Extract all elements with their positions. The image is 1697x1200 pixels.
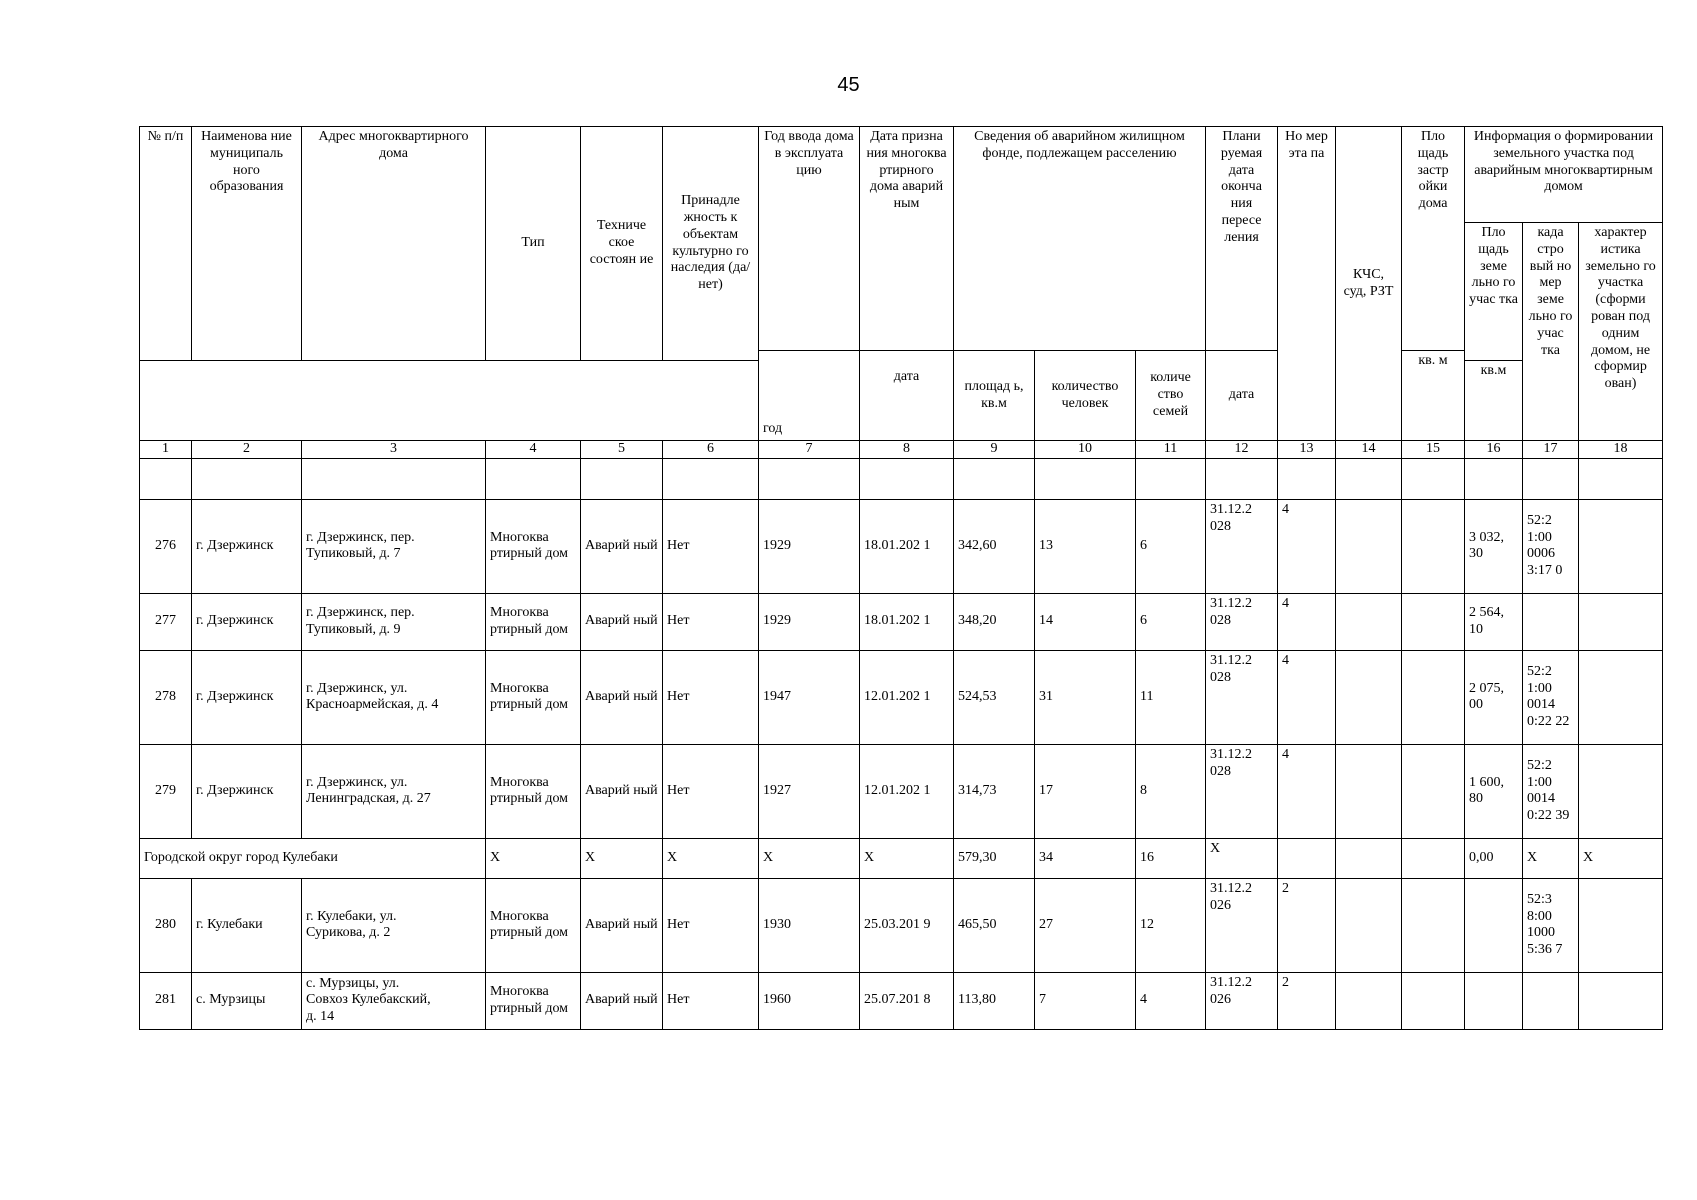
row-number: 281 xyxy=(140,972,192,1029)
column-number: 18 xyxy=(1579,441,1663,459)
header-planned-date: Плани руемая дата оконча ния пересе ления xyxy=(1206,127,1278,351)
building-type: Многоква ртирный дом xyxy=(486,878,581,972)
column-number: 7 xyxy=(759,441,860,459)
municipality: г. Дзержинск xyxy=(192,499,302,593)
built-area xyxy=(1402,972,1465,1029)
header-municipality: Наименова ние муниципаль ного образования xyxy=(192,127,302,361)
header-blank xyxy=(140,361,759,441)
plot-area: 2 564, 10 xyxy=(1465,593,1523,650)
technical-condition: Аварий ный xyxy=(581,499,663,593)
built-area xyxy=(1402,878,1465,972)
built-area xyxy=(1402,593,1465,650)
commission-year: 1930 xyxy=(759,878,860,972)
table-row xyxy=(140,499,1663,593)
stage-number: 2 xyxy=(1278,878,1336,972)
column-number: 13 xyxy=(1278,441,1336,459)
header-heritage: Принадле жность к объектам культурно го наследия (да/нет) xyxy=(663,127,759,361)
building-type: Многоква ртирный дом xyxy=(486,499,581,593)
cadastral-number xyxy=(1523,593,1579,650)
area: 348,20 xyxy=(954,593,1035,650)
header-kchs: КЧС, суд, РЗТ xyxy=(1336,127,1402,441)
subtotal-stage xyxy=(1278,838,1336,878)
header-year-unit: год xyxy=(759,351,860,441)
header-emergency-fund: Сведения об аварийном жилищном фонде, подлежащем расселению xyxy=(954,127,1206,351)
stage-number: 4 xyxy=(1278,499,1336,593)
header-built-area-unit: кв. м xyxy=(1402,351,1465,441)
cadastral-number: 52:2 1:00 0014 0:22 22 xyxy=(1523,650,1579,744)
area: 342,60 xyxy=(954,499,1035,593)
built-area xyxy=(1402,650,1465,744)
plot-characteristic xyxy=(1579,972,1663,1029)
cadastral-number: 52:2 1:00 0006 3:17 0 xyxy=(1523,499,1579,593)
area: 465,50 xyxy=(954,878,1035,972)
header-date-unit: дата xyxy=(860,351,954,441)
subtotal-kchs xyxy=(1336,838,1402,878)
stage-number: 4 xyxy=(1278,593,1336,650)
planned-date: 31.12.2 026 xyxy=(1206,972,1278,1029)
table-header xyxy=(140,127,1663,459)
kchs xyxy=(1336,650,1402,744)
recognition-date: 12.01.202 1 xyxy=(860,650,954,744)
subtotal-area: 579,30 xyxy=(954,838,1035,878)
address: г. Дзержинск, ул. Красноармейская, д. 4 xyxy=(302,650,486,744)
address: г. Дзержинск, ул. Ленинградская, д. 27 xyxy=(302,744,486,838)
municipality: г. Кулебаки xyxy=(192,878,302,972)
heritage: Нет xyxy=(663,744,759,838)
families-count: 11 xyxy=(1136,650,1206,744)
building-type: Многоква ртирный дом xyxy=(486,744,581,838)
address: с. Мурзицы, ул. Совхоз Кулебакский, д. 14 xyxy=(302,972,486,1029)
column-number: 1 xyxy=(140,441,192,459)
families-count: 12 xyxy=(1136,878,1206,972)
built-area xyxy=(1402,744,1465,838)
row-number: 277 xyxy=(140,593,192,650)
cadastral-number xyxy=(1523,972,1579,1029)
municipality: г. Дзержинск xyxy=(192,744,302,838)
column-number: 16 xyxy=(1465,441,1523,459)
header-plot-area-unit: кв.м xyxy=(1465,361,1523,441)
people-count: 13 xyxy=(1035,499,1136,593)
header-families-unit: количе ство семей xyxy=(1136,351,1206,441)
heritage: Нет xyxy=(663,878,759,972)
kchs xyxy=(1336,972,1402,1029)
commission-year: 1929 xyxy=(759,593,860,650)
technical-condition: Аварий ный xyxy=(581,878,663,972)
header-cadastral-number: када стро вый но мер земе льно го учас тка xyxy=(1523,223,1579,441)
stage-number: 4 xyxy=(1278,744,1336,838)
header-stage-number: Но мер эта па xyxy=(1278,127,1336,441)
row-number: 276 xyxy=(140,499,192,593)
column-number: 9 xyxy=(954,441,1035,459)
cadastral-number: 52:2 1:00 0014 0:22 39 xyxy=(1523,744,1579,838)
subtotal-cadastral: X xyxy=(1523,838,1579,878)
kchs xyxy=(1336,744,1402,838)
row-number: 279 xyxy=(140,744,192,838)
kchs xyxy=(1336,878,1402,972)
families-count: 6 xyxy=(1136,499,1206,593)
built-area xyxy=(1402,499,1465,593)
subtotal-year: X xyxy=(759,838,860,878)
subtotal-planned-date: X xyxy=(1206,838,1278,878)
commission-year: 1927 xyxy=(759,744,860,838)
heritage: Нет xyxy=(663,499,759,593)
header-type: Тип xyxy=(486,127,581,361)
table-row xyxy=(140,878,1663,972)
header-built-area: Пло щадь застр ойки дома xyxy=(1402,127,1465,351)
header-recognition-date: Дата призна ния многоква ртирного дома аварий ным xyxy=(860,127,954,351)
plot-characteristic xyxy=(1579,744,1663,838)
kchs xyxy=(1336,499,1402,593)
column-number: 12 xyxy=(1206,441,1278,459)
row-number: 280 xyxy=(140,878,192,972)
planned-date: 31.12.2 028 xyxy=(1206,650,1278,744)
people-count: 14 xyxy=(1035,593,1136,650)
column-number: 2 xyxy=(192,441,302,459)
plot-area: 3 032, 30 xyxy=(1465,499,1523,593)
column-number-row xyxy=(140,441,1663,459)
plot-area: 1 600, 80 xyxy=(1465,744,1523,838)
subtotal-built-area xyxy=(1402,838,1465,878)
families-count: 6 xyxy=(1136,593,1206,650)
technical-condition: Аварий ный xyxy=(581,744,663,838)
building-type: Многоква ртирный дом xyxy=(486,593,581,650)
header-land-plot-info: Информация о формировании земельного участка под аварийным многоквартирным домом xyxy=(1465,127,1663,223)
header-planned-date-unit: дата xyxy=(1206,351,1278,441)
header-people-unit: количество человек xyxy=(1035,351,1136,441)
kchs xyxy=(1336,593,1402,650)
plot-area xyxy=(1465,972,1523,1029)
subtotal-label: Городской округ город Кулебаки xyxy=(140,838,486,878)
header-row-number: № п/п xyxy=(140,127,192,361)
people-count: 27 xyxy=(1035,878,1136,972)
subtotal-type: X xyxy=(486,838,581,878)
plot-characteristic xyxy=(1579,650,1663,744)
table-row xyxy=(140,593,1663,650)
municipality: с. Мурзицы xyxy=(192,972,302,1029)
subtotal-recognition-date: X xyxy=(860,838,954,878)
subtotal-plot-area: 0,00 xyxy=(1465,838,1523,878)
plot-area xyxy=(1465,878,1523,972)
heritage: Нет xyxy=(663,650,759,744)
table-body xyxy=(140,458,1663,1029)
planned-date: 31.12.2 028 xyxy=(1206,499,1278,593)
families-count: 4 xyxy=(1136,972,1206,1029)
recognition-date: 25.07.201 8 xyxy=(860,972,954,1029)
header-technical-condition: Техниче ское состоян ие xyxy=(581,127,663,361)
stage-number: 2 xyxy=(1278,972,1336,1029)
building-type: Многоква ртирный дом xyxy=(486,650,581,744)
building-type: Многоква ртирный дом xyxy=(486,972,581,1029)
technical-condition: Аварий ный xyxy=(581,650,663,744)
subtotal-families: 16 xyxy=(1136,838,1206,878)
recognition-date: 18.01.202 1 xyxy=(860,593,954,650)
header-commission-year: Год ввода дома в эксплуата цию xyxy=(759,127,860,351)
page-number: 45 xyxy=(837,74,860,96)
planned-date: 31.12.2 028 xyxy=(1206,593,1278,650)
subtotal-row xyxy=(140,838,1663,878)
people-count: 17 xyxy=(1035,744,1136,838)
column-number: 4 xyxy=(486,441,581,459)
row-number: 278 xyxy=(140,650,192,744)
municipality: г. Дзержинск xyxy=(192,593,302,650)
commission-year: 1947 xyxy=(759,650,860,744)
planned-date: 31.12.2 028 xyxy=(1206,744,1278,838)
column-number: 11 xyxy=(1136,441,1206,459)
municipality: г. Дзержинск xyxy=(192,650,302,744)
subtotal-people: 34 xyxy=(1035,838,1136,878)
cadastral-number: 52:3 8:00 1000 5:36 7 xyxy=(1523,878,1579,972)
header-plot-characteristic: характер истика земельно го участка (сформи рован под одним домом, не сформир ован) xyxy=(1579,223,1663,441)
area: 113,80 xyxy=(954,972,1035,1029)
header-address: Адрес многоквартирного дома xyxy=(302,127,486,361)
column-number: 10 xyxy=(1035,441,1136,459)
column-number: 15 xyxy=(1402,441,1465,459)
column-number: 17 xyxy=(1523,441,1579,459)
commission-year: 1929 xyxy=(759,499,860,593)
column-number: 5 xyxy=(581,441,663,459)
recognition-date: 18.01.202 1 xyxy=(860,499,954,593)
planned-date: 31.12.2 026 xyxy=(1206,878,1278,972)
area: 314,73 xyxy=(954,744,1035,838)
plot-characteristic xyxy=(1579,593,1663,650)
emergency-housing-table xyxy=(139,126,1663,1030)
header-plot-area: Пло щадь земе льно го учас тка xyxy=(1465,223,1523,361)
column-number: 8 xyxy=(860,441,954,459)
recognition-date: 12.01.202 1 xyxy=(860,744,954,838)
table-row xyxy=(140,972,1663,1029)
people-count: 7 xyxy=(1035,972,1136,1029)
people-count: 31 xyxy=(1035,650,1136,744)
table-row xyxy=(140,650,1663,744)
area: 524,53 xyxy=(954,650,1035,744)
plot-characteristic xyxy=(1579,878,1663,972)
table-row xyxy=(140,744,1663,838)
address: г. Кулебаки, ул. Сурикова, д. 2 xyxy=(302,878,486,972)
heritage: Нет xyxy=(663,972,759,1029)
technical-condition: Аварий ный xyxy=(581,972,663,1029)
column-number: 14 xyxy=(1336,441,1402,459)
heritage: Нет xyxy=(663,593,759,650)
address: г. Дзержинск, пер. Тупиковый, д. 9 xyxy=(302,593,486,650)
address: г. Дзержинск, пер. Тупиковый, д. 7 xyxy=(302,499,486,593)
plot-characteristic xyxy=(1579,499,1663,593)
header-area-unit: площад ь, кв.м xyxy=(954,351,1035,441)
spacer-row xyxy=(140,458,1663,499)
technical-condition: Аварий ный xyxy=(581,593,663,650)
stage-number: 4 xyxy=(1278,650,1336,744)
subtotal-plot-characteristic: X xyxy=(1579,838,1663,878)
subtotal-condition: X xyxy=(581,838,663,878)
plot-area: 2 075, 00 xyxy=(1465,650,1523,744)
column-number: 3 xyxy=(302,441,486,459)
subtotal-heritage: X xyxy=(663,838,759,878)
recognition-date: 25.03.201 9 xyxy=(860,878,954,972)
families-count: 8 xyxy=(1136,744,1206,838)
commission-year: 1960 xyxy=(759,972,860,1029)
column-number: 6 xyxy=(663,441,759,459)
